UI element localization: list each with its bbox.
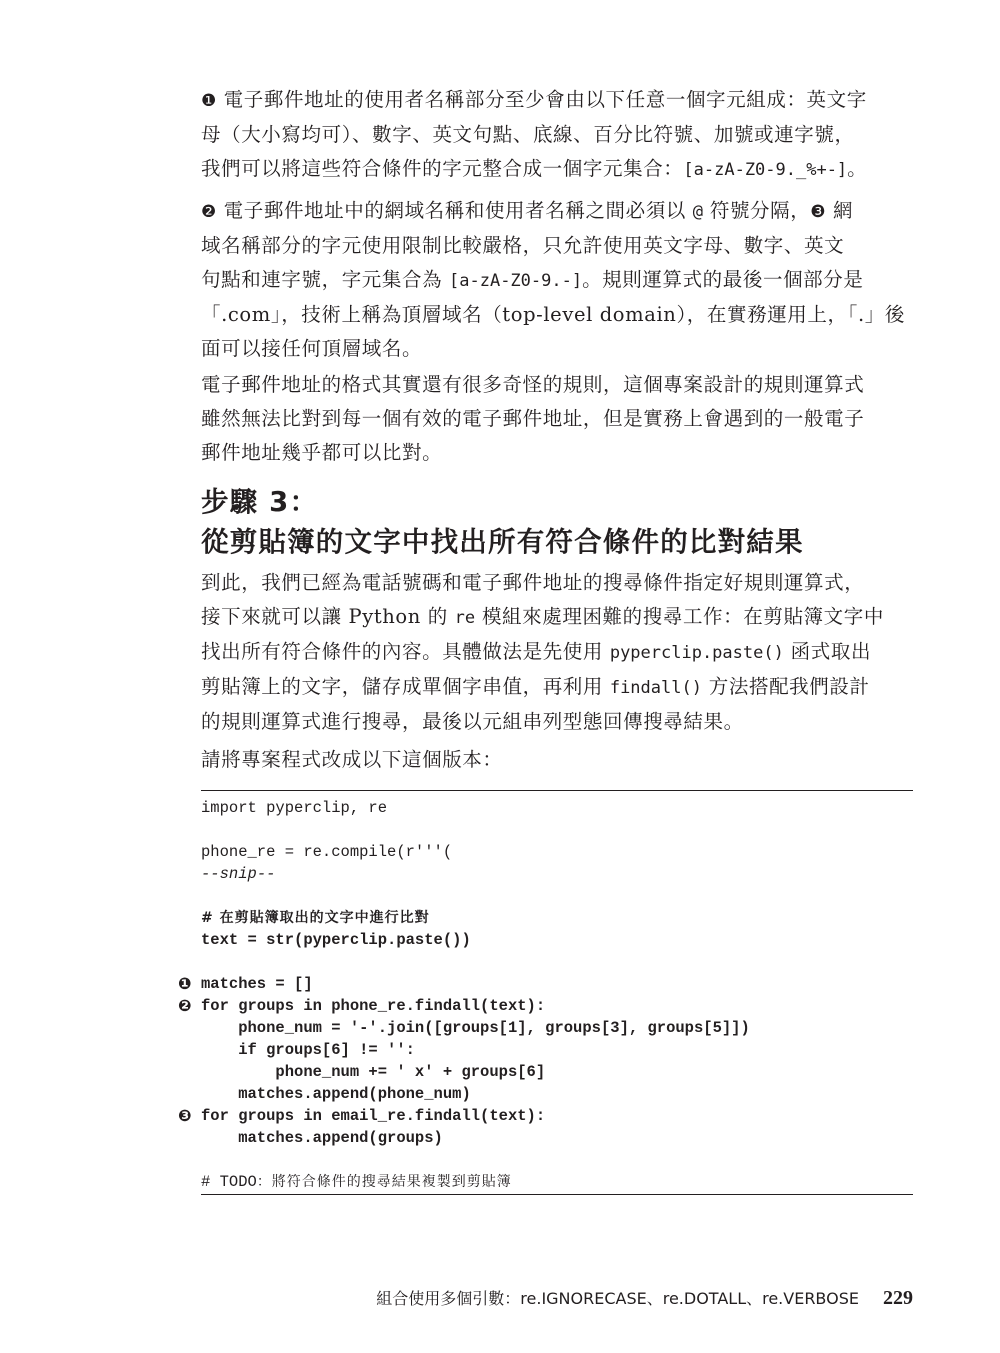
snip-text: snip (219, 865, 257, 883)
text-line-content: 電子郵件地址的使用者名稱部分至少會由以下任意一個字元組成：英文字 (223, 88, 867, 111)
listing-top-rule (201, 790, 913, 791)
todo-prefix: # TODO (201, 1173, 257, 1191)
text-line-content: 方法搭配我們設計 (708, 675, 870, 698)
code-comment-todo (201, 1171, 913, 1193)
text-line-content: 剪貼簿上的文字，儲存成單個字串值，再利用 (201, 675, 604, 698)
paragraph-listing-intro (201, 743, 913, 777)
text-line: 請將專案程式改成以下這個版本： (201, 748, 503, 771)
inline-code: @ (692, 202, 704, 222)
code-line (178, 995, 913, 1017)
text-line: 面可以接任何頂層域名。 (201, 337, 423, 360)
inline-code: [a-zA-Z0-9._%+-] (683, 160, 848, 180)
section-heading (201, 482, 804, 562)
text-line-content: 我們可以將這些符合條件的字元整合成一個字元集合： (201, 157, 684, 180)
todo-text: ：將符合條件的搜尋結果複製到剪貼簿 (256, 1174, 512, 1190)
code-line: if groups[6] != '': (201, 1041, 415, 1059)
text-line-content: 函式取出 (790, 640, 872, 663)
callout-marker-3: ❸ (810, 202, 827, 222)
text-line (201, 152, 913, 187)
text-line (201, 263, 913, 298)
text-line: 雖然無法比對到每一個有效的電子郵件地址，但是實務上會遇到的一般電子 (201, 407, 865, 430)
text-line-content: 。規則運算式的最後一個部分是 (582, 268, 864, 291)
code-line (178, 1105, 913, 1127)
text-line (201, 600, 913, 635)
text-line: 域名稱部分的字元使用限制比較嚴格，只允許使用英文字母、數字、英文 (201, 234, 845, 257)
callout-marker-1: ❶ (201, 91, 217, 111)
callout-marker-2: ❷ (178, 996, 192, 1015)
text-line (201, 670, 913, 705)
inline-code: [a-zA-Z0-9.-] (449, 271, 583, 291)
code-line-blank (201, 819, 913, 841)
callout-marker-1: ❶ (178, 974, 192, 993)
text-line-content: 模組來處理困難的搜尋工作：在剪貼簿文字中 (481, 605, 884, 628)
inline-code: re (454, 608, 476, 628)
code-line-snip (201, 863, 913, 885)
text-line-tail: 。 (847, 157, 868, 180)
text-line: 到此，我們已經為電話號碼和電子郵件地址的搜尋條件指定好規則運算式， (201, 571, 865, 594)
code-line-content: for groups in phone_re.findall(text): (201, 997, 546, 1015)
code-line: phone_num = '-'.join([groups[1], groups[3], groups[5]]) (201, 1019, 750, 1037)
page-footer (360, 1283, 913, 1314)
code-line-blank (201, 885, 913, 907)
page-number: 229 (883, 1287, 913, 1309)
code-line-blank (201, 1149, 913, 1171)
text-line-content: 電子郵件地址中的網域名稱和使用者名稱之間必須以 (223, 199, 686, 222)
text-line: 「.com」，技術上稱為頂層域名（top-level domain），在實務運用上，「.」後 (201, 303, 905, 326)
snip-dash: -- (201, 865, 220, 883)
paragraph-username-rules (201, 83, 913, 187)
text-line-content: 符號分隔， (709, 199, 811, 222)
code-line: matches.append(groups) (201, 1129, 443, 1147)
text-line-content: 接下來就可以讓 Python 的 (201, 605, 448, 628)
paragraph-findall-explanation (201, 566, 913, 739)
code-comment: # 在剪貼簿取出的文字中進行比對 (201, 910, 430, 926)
callout-marker-2: ❷ (201, 202, 217, 222)
code-line: matches.append(phone_num) (201, 1085, 471, 1103)
text-line (201, 83, 913, 118)
code-line-content: for groups in email_re.findall(text): (201, 1107, 546, 1125)
inline-code: findall() (609, 678, 702, 698)
callout-marker-3: ❸ (178, 1106, 192, 1125)
section-heading-line1: 步驟 3： (201, 486, 319, 518)
code-line: text = str(pyperclip.paste()) (201, 931, 471, 949)
section-heading-line2: 從剪貼簿的文字中找出所有符合條件的比對結果 (201, 526, 804, 558)
code-line-content: matches = [] (201, 975, 313, 993)
inline-code: pyperclip.paste() (609, 643, 784, 663)
code-line: phone_num += ' x' + groups[6] (201, 1063, 546, 1081)
text-line-content: 找出所有符合條件的內容。具體做法是先使用 (201, 640, 604, 663)
text-line-content: 句點和連字號，字元集合為 (201, 268, 443, 291)
text-line: 電子郵件地址的格式其實還有很多奇怪的規則，這個專案設計的規則運算式 (201, 373, 865, 396)
text-line: 的規則運算式進行搜尋，最後以元組串列型態回傳搜尋結果。 (201, 710, 744, 733)
code-line-blank (201, 951, 913, 973)
paragraph-email-format-note (201, 368, 913, 470)
text-line: 郵件地址幾乎都可以比對。 (201, 441, 443, 464)
code-line (178, 973, 913, 995)
code-line: import pyperclip, re (201, 799, 388, 817)
text-line (201, 635, 913, 670)
text-line-content: 網 (833, 199, 854, 222)
snip-dash: -- (256, 865, 276, 883)
paragraph-domain-rules (201, 194, 913, 366)
listing-bottom-rule (201, 1194, 913, 1195)
running-title: 組合使用多個引數：re.IGNORECASE、re.DOTALL、re.VERBOSE (376, 1289, 859, 1308)
code-listing (178, 797, 913, 1193)
code-line: phone_re = re.compile(r'''( (201, 843, 453, 861)
text-line: 母（大小寫均可）、數字、英文句點、底線、百分比符號、加號或連字號， (201, 123, 855, 146)
text-line (201, 194, 913, 229)
